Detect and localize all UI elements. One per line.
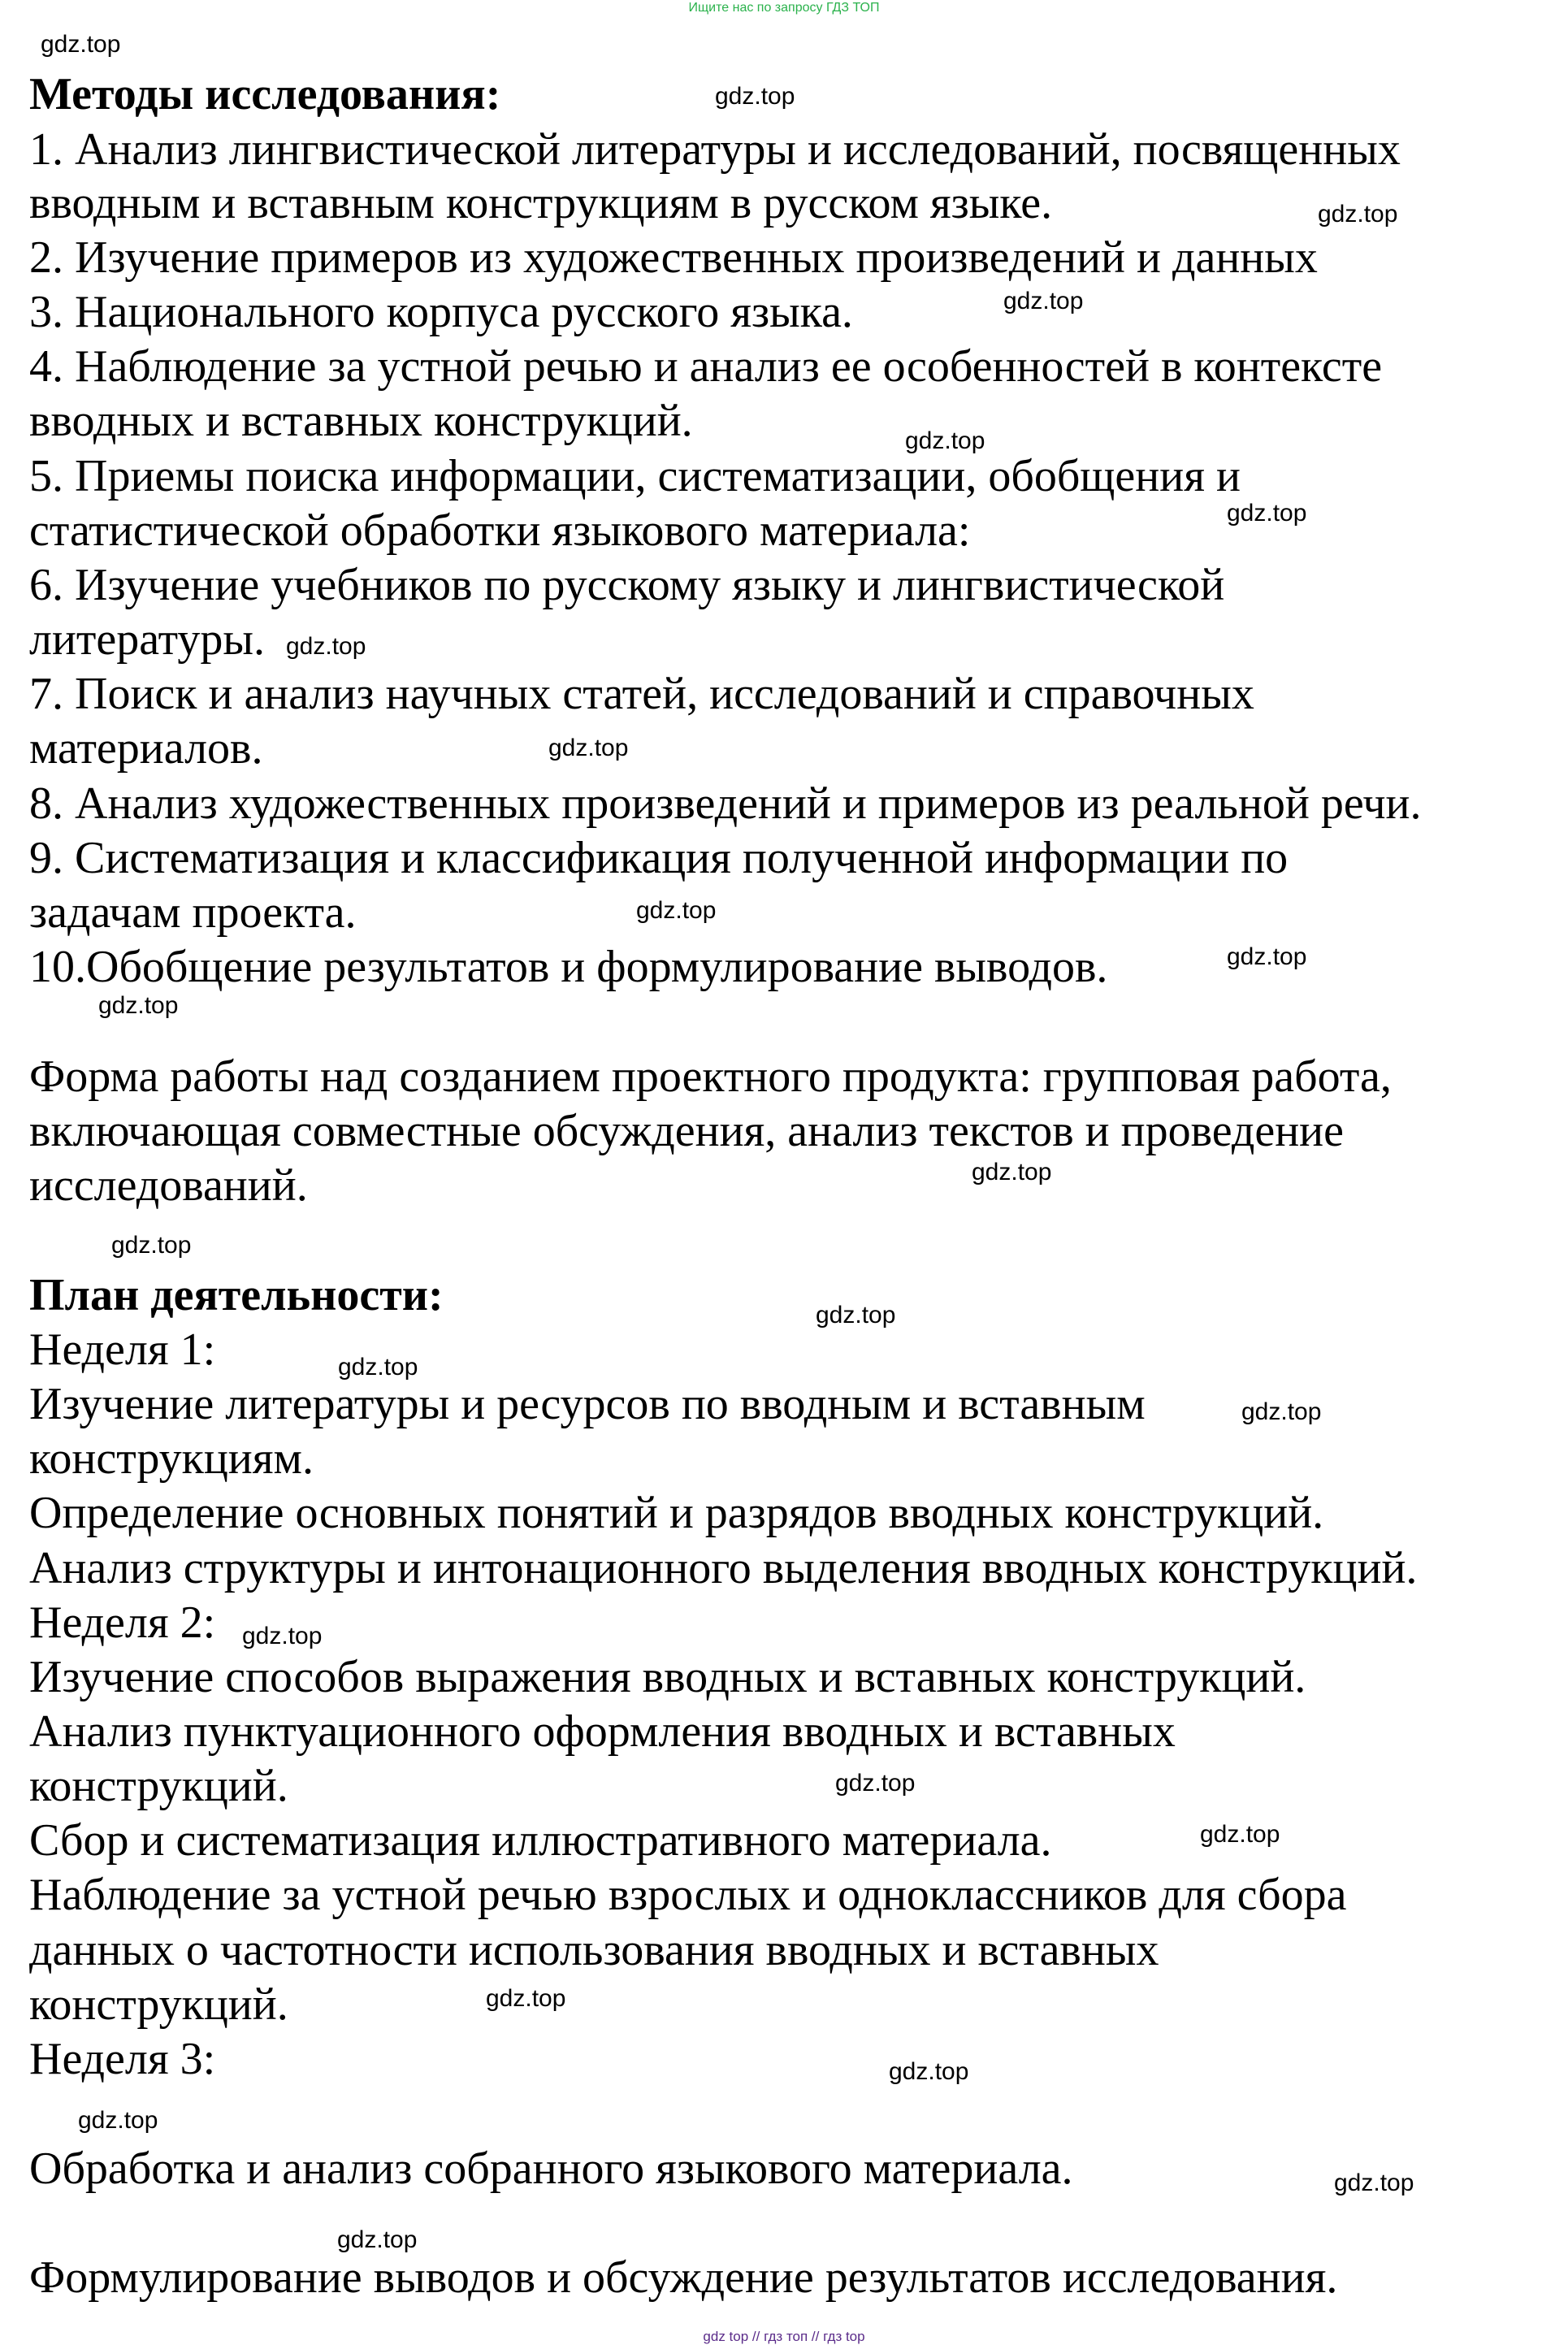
plan-line: Анализ структуры и интонационного выделения вводных конструкций.	[29, 1543, 1418, 1593]
footer-links: gdz top // гдз топ // гдз top	[703, 2329, 865, 2344]
watermark: gdz.top	[242, 1623, 323, 1649]
watermark: gdz.top	[337, 2226, 418, 2253]
watermark: gdz.top	[486, 1985, 566, 2012]
plan-heading: План деятельности:	[29, 1270, 444, 1320]
methods-line: 9. Систематизация и классификация полученной информации по	[29, 833, 1289, 883]
methods-line: литературы.	[29, 614, 266, 665]
watermark: gdz.top	[78, 2107, 158, 2134]
watermark: gdz.top	[1241, 1398, 1322, 1425]
form-line: Форма работы над созданием проектного продукта: групповая работа,	[29, 1051, 1392, 1102]
plan-line: данных о частотности использования вводных и вставных	[29, 1925, 1159, 1975]
plan-line: Неделя 2:	[29, 1597, 216, 1648]
methods-line: 8. Анализ художественных произведений и примеров из реальной речи.	[29, 778, 1422, 829]
plan-line: Формулирование выводов и обсуждение результатов исследования.	[29, 2252, 1338, 2303]
watermark: gdz.top	[1227, 500, 1307, 527]
watermark: gdz.top	[1003, 288, 1084, 314]
watermark: gdz.top	[98, 992, 179, 1019]
methods-line: 10.Обобщение результатов и формулирование выводов.	[29, 942, 1108, 992]
plan-line: Наблюдение за устной речью взрослых и одноклассников для сбора	[29, 1870, 1347, 1920]
methods-line: 5. Приемы поиска информации, систематизации, обобщения и	[29, 451, 1241, 501]
methods-line: задачам проекта.	[29, 887, 357, 938]
watermark: gdz.top	[715, 83, 795, 110]
methods-heading: Методы исследования:	[29, 69, 501, 119]
form-line: включающая совместные обсуждения, анализ текстов и проведение	[29, 1106, 1344, 1156]
methods-line: вводных и вставных конструкций.	[29, 396, 693, 446]
plan-line: Неделя 1:	[29, 1324, 216, 1375]
watermark: gdz.top	[835, 1770, 916, 1797]
plan-line: Анализ пунктуационного оформления вводных и вставных	[29, 1706, 1176, 1757]
methods-line: 1. Анализ лингвистической литературы и исследований, посвященных	[29, 124, 1401, 175]
plan-line: Изучение литературы и ресурсов по вводным и вставным	[29, 1379, 1146, 1429]
watermark: gdz.top	[972, 1159, 1052, 1186]
watermark: gdz.top	[1318, 201, 1398, 228]
plan-line: Сбор и систематизация иллюстративного материала.	[29, 1815, 1052, 1866]
watermark: gdz.top	[1227, 943, 1307, 970]
methods-line: 6. Изучение учебников по русскому языку и лингвистической	[29, 560, 1225, 610]
plan-line: Неделя 3:	[29, 2034, 216, 2084]
watermark: gdz.top	[286, 633, 366, 660]
plan-line: Определение основных понятий и разрядов вводных конструкций.	[29, 1488, 1324, 1538]
watermark: gdz.top	[338, 1354, 418, 1381]
methods-line: вводным и вставным конструкциям в русском языке.	[29, 178, 1053, 228]
methods-line: 4. Наблюдение за устной речью и анализ ее особенностей в контексте	[29, 341, 1383, 392]
watermark: gdz.top	[905, 427, 985, 454]
plan-line: конструкций.	[29, 1761, 288, 1811]
methods-line: 2. Изучение примеров из художественных произведений и данных	[29, 232, 1318, 283]
plan-line: конструкциям.	[29, 1433, 314, 1484]
methods-line: материалов.	[29, 723, 263, 774]
watermark: gdz.top	[1200, 1821, 1280, 1848]
methods-line: 3. Национального корпуса русского языка.	[29, 287, 853, 337]
watermark: gdz.top	[816, 1302, 896, 1329]
top-banner: Ищите нас по запросу ГДЗ ТОП	[688, 1, 880, 15]
methods-line: 7. Поиск и анализ научных статей, исследований и справочных	[29, 669, 1254, 719]
plan-line: конструкций.	[29, 1979, 288, 2030]
plan-line: Изучение способов выражения вводных и вставных конструкций.	[29, 1652, 1306, 1702]
watermark: gdz.top	[111, 1232, 192, 1259]
methods-line: статистической обработки языкового материала:	[29, 505, 971, 556]
watermark: gdz.top	[636, 897, 717, 924]
watermark: gdz.top	[548, 735, 629, 761]
plan-line: Обработка и анализ собранного языкового материала.	[29, 2143, 1073, 2194]
watermark: gdz.top	[41, 31, 121, 58]
watermark: gdz.top	[1334, 2169, 1414, 2196]
form-line: исследований.	[29, 1160, 308, 1211]
watermark: gdz.top	[889, 2058, 969, 2085]
